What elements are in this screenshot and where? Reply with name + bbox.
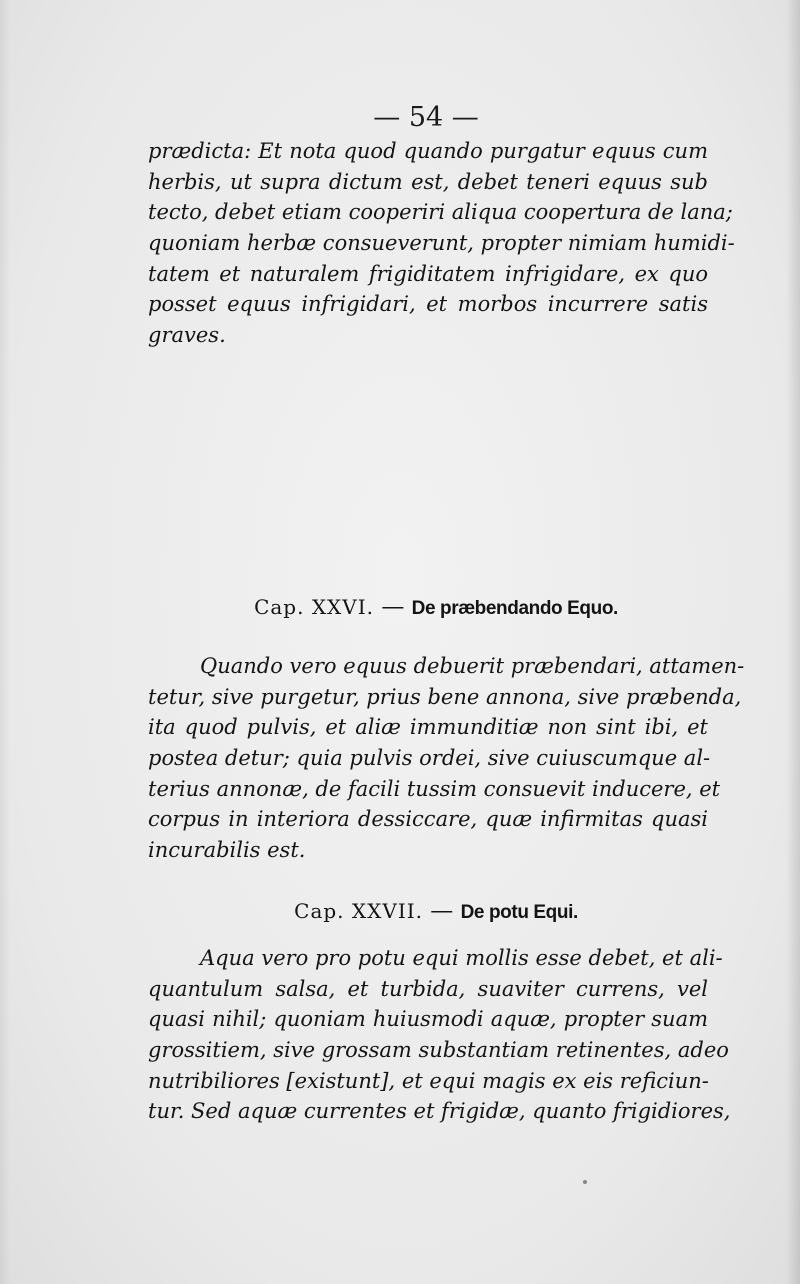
text-line: prædicta: Et nota quod quando purgatur equus cum	[148, 139, 708, 163]
text-line: quoniam herbæ consueverunt, propter nimiam humidi-	[148, 231, 735, 256]
text-line: nutribiliores [existunt], et equi magis ex eis reficiun-	[148, 1068, 709, 1093]
chapter-heading-27	[0, 898, 800, 924]
text-line: Aqua vero pro potu equi mollis esse debet, et ali-	[200, 946, 723, 970]
page-number: — 54 —	[373, 102, 479, 133]
heading-dash: —	[381, 594, 405, 620]
page-edge-right	[786, 0, 800, 1284]
paragraph-potu	[148, 943, 731, 1127]
text-line: terius annonæ, de facili tussim consuevit inducere, et	[148, 776, 721, 801]
text-line: Quando vero equus debuerit præbendari, attamen-	[200, 654, 745, 678]
page-edge-left	[0, 0, 10, 1284]
heading-dash: —	[430, 898, 454, 924]
text-line: posset equus infrigidari, et morbos incurrere satis	[148, 292, 708, 317]
text-line: corpus in interiora dessiccare, quæ infirmitas quasi	[148, 807, 708, 832]
text-line: postea detur; quia pulvis ordei, sive cuiuscumque al-	[148, 746, 711, 771]
paragraph-praebendando	[148, 651, 745, 866]
chapter-number: Cap. XXVII.	[294, 899, 423, 923]
text-line: graves.	[148, 323, 226, 348]
text-line: quasi nihil; quoniam huiusmodi aquæ, propter suam	[148, 1007, 708, 1032]
chapter-heading-26	[0, 594, 800, 620]
text-line: tatem et naturalem frigiditatem infrigidare, ex quo	[148, 261, 708, 286]
paragraph-purgation	[148, 136, 735, 351]
text-line: tetur, sive purgetur, prius bene annona, sive præbenda,	[148, 684, 742, 709]
text-line: incurabilis est.	[148, 838, 306, 863]
text-line: quantulum salsa, et turbida, suaviter currens, vel	[148, 976, 708, 1001]
text-line: tur. Sed aquæ currentes et frigidæ, quanto frigidiores,	[148, 1099, 731, 1124]
chapter-title: De potu Equi.	[460, 902, 578, 923]
ink-speck	[583, 1180, 587, 1184]
text-line: ita quod pulvis, et aliæ immunditiæ non sint ibi, et	[148, 715, 708, 740]
text-line: grossitiem, sive grossam substantiam retinentes, adeo	[148, 1038, 729, 1063]
chapter-title: De præbendando Equo.	[411, 598, 618, 619]
chapter-number: Cap. XXVI.	[254, 595, 374, 619]
text-line: tecto, debet etiam cooperiri aliqua coopertura de lana;	[148, 200, 733, 225]
text-line: herbis, ut supra dictum est, debet teneri equus sub	[148, 169, 708, 194]
